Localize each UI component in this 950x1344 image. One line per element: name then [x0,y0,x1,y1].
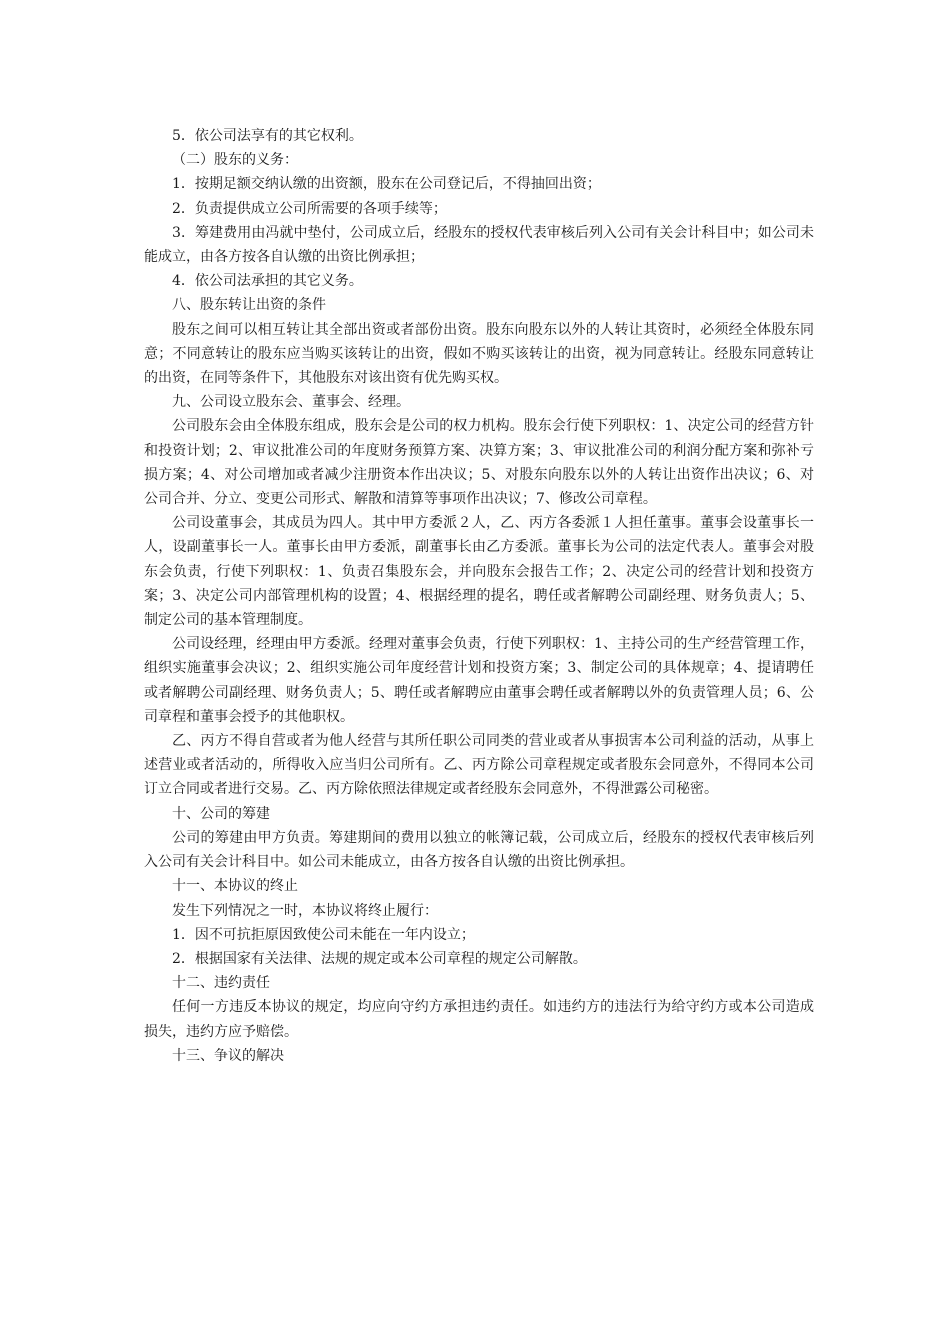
paragraph: 发生下列情况之一时，本协议将终止履行： [172,902,438,919]
paragraph: 任何一方违反本协议的规定，均应向守约方承担违约责任。如违约方的违法行为给守约方或本公司造成损失，违约方应予赔偿。 [144,999,814,1040]
document-body [144,124,814,1068]
section-heading: 八、股东转让出资的条件 [172,297,326,314]
paragraph: 乙、丙方不得自营或者为他人经营与其所任职公司同类的营业或者从事损害本公司利益的活动，从事上述营业或者活动的，所得收入应当归公司所有。乙、丙方除公司章程规定或者股东会同意外，不得同本公司订立合同或者进行交易。乙、丙方除依照法律规定或者经股东会同意外，不得泄露公司秘密。 [144,733,814,798]
paragraph: 3．筹建费用由冯就中垫付，公司成立后，经股东的授权代表审核后列入公司有关会计科目中；如公司未能成立，由各方按各自认缴的出资比例承担； [144,224,814,266]
paragraph: 股东之间可以相互转让其全部出资或者部份出资。股东向股东以外的人转让其资时，必须经全体股东同意；不同意转让的股东应当购买该转让的出资，假如不购买该转让的出资，视为同意转让。经股东同意转让的出资，在同等条件下，其他股东对该出资有优先购买权。 [144,321,814,387]
paragraph: 公司的筹建由甲方负责。筹建期间的费用以独立的帐簿记载，公司成立后，经股东的授权代表审核后列入公司有关会计科目中。如公司未能成立，由各方按各自认缴的出资比例承担。 [144,829,814,871]
paragraph: 公司设董事会，其成员为四人。其中甲方委派２人，乙、丙方各委派１人担任董事。董事会设董事长一人，设副董事长一人。董事长由甲方委派，副董事长由乙方委派。董事长为公司的法定代表人。董事会对股东会负责，行使下列职权：1、负责召集股东会，并向股东会报告工作；2、决定公司的经营计划和投资方案；3、决定公司内部管理机构的设置；4、根据经理的提名，聘任或者解聘公司副经理、财务负责人；5、制定公司的基本管理制度。 [144,515,814,629]
paragraph: 1．按期足额交纳认缴的出资额，股东在公司登记后，不得抽回出资； [172,176,601,193]
paragraph: 5．依公司法享有的其它权利。 [172,128,363,144]
paragraph: 4．依公司法承担的其它义务。 [172,273,363,290]
paragraph: 公司股东会由全体股东组成，股东会是公司的权力机构。股东会行使下列职权：1、决定公司的经营方针和投资计划；2、审议批准公司的年度财务预算方案、决算方案；3、审议批准公司的利润分配方案和弥补亏损方案；4、对公司增加或者减少注册资本作出决议；5、对股东向股东以外的人转让出资作出决议；6、对公司合并、分立、变更公司形式、解散和清算等事项作出决议；7、修改公司章程。 [144,418,814,508]
section-heading: 十、公司的筹建 [172,805,270,822]
section-heading: 九、公司设立股东会、董事会、经理。 [172,394,410,411]
section-heading: 十一、本协议的终止 [172,878,298,895]
paragraph: 1．因不可抗拒原因致使公司未能在一年内设立； [172,926,475,943]
paragraph: 公司设经理，经理由甲方委派。经理对董事会负责，行使下列职权：1、主持公司的生产经营管理工作，组织实施董事会决议；2、组织实施公司年度经营计划和投资方案；3、制定公司的具体规章；4、提请聘任或者解聘公司副经理、财务负责人；5、聘任或者解聘应由董事会聘任或者解聘以外的负责管理人员；6、公司章程和董事会授予的其他职权。 [144,636,814,725]
paragraph: 2．负责提供成立公司所需要的各项手续等； [172,200,447,217]
section-heading: 十三、争议的解决 [172,1047,284,1064]
paragraph: 2．根据国家有关法律、法规的规定或本公司章程的规定公司解散。 [172,950,587,967]
subsection-heading: （二）股东的义务： [172,152,298,169]
section-heading: 十二、违约责任 [172,975,270,992]
